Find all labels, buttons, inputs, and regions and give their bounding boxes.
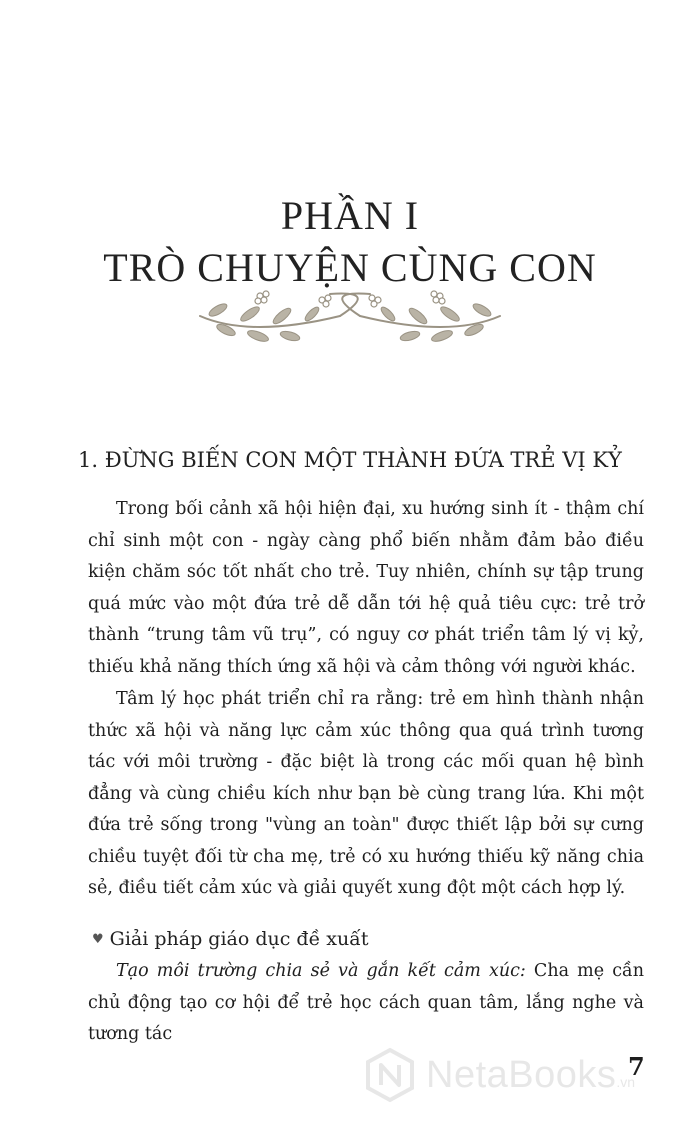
- paragraph-text: Cha mẹ cần chủ động tạo cơ hội để trẻ học cách quan tâm, lắng nghe và tương tác: [88, 961, 644, 1044]
- heart-icon: ♥: [92, 932, 104, 947]
- italic-lead: Tạo môi trường chia sẻ và gắn kết cảm xúc:: [116, 961, 526, 981]
- body-paragraph: [88, 956, 644, 1051]
- section-heading: 1. ĐỪNG BIẾN CON MỘT THÀNH ĐỨA TRẺ VỊ KỶ: [78, 448, 622, 472]
- body-paragraph: Tâm lý học phát triển chỉ ra rằng: trẻ em hình thành nhận thức xã hội và năng lực cảm xúc thông qua quá trình tương tác với môi trường - đặc biệt là trong các mối quan hệ bình đẳng và cùng chiều kích như bạn bè cùng trang lứa. Khi một đứa trẻ sống trong "vùng an toàn" được thiết lập bởi sự cưng chiều tuyệt đối từ cha mẹ, trẻ có xu hướng thiếu kỹ năng chia sẻ, điều tiết cảm xúc và giải quyết xung đột một cách hợp lý.: [88, 689, 644, 898]
- part-title: PHẦN I: [280, 193, 420, 238]
- netabooks-logo-icon: [362, 1047, 418, 1103]
- chapter-title: TRÒ CHUYỆN CÙNG CON: [103, 245, 597, 290]
- watermark: [362, 1040, 692, 1110]
- laurel-divider-icon: [190, 286, 510, 350]
- subsection-heading: [92, 928, 369, 950]
- watermark-brand: NetaBooks: [426, 1053, 617, 1096]
- watermark-suffix: .vn: [616, 1074, 636, 1090]
- body-paragraph: Trong bối cảnh xã hội hiện đại, xu hướng sinh ít - thậm chí chỉ sinh một con - ngày càng phổ biến nhằm đảm bảo điều kiện chăm sóc tốt nhất cho trẻ. Tuy nhiên, chính sự tập trung quá mức vào một đứa trẻ dễ dẫn tới hệ quả tiêu cực: trẻ trở thành “trung tâm vũ trụ”, có nguy cơ phát triển tâm lý vị kỷ, thiếu khả năng thích ứng xã hội và cảm thông với người khác.: [88, 499, 644, 677]
- page-number: 7: [628, 1052, 645, 1081]
- subsection-heading-text: Giải pháp giáo dục đề xuất: [109, 928, 369, 950]
